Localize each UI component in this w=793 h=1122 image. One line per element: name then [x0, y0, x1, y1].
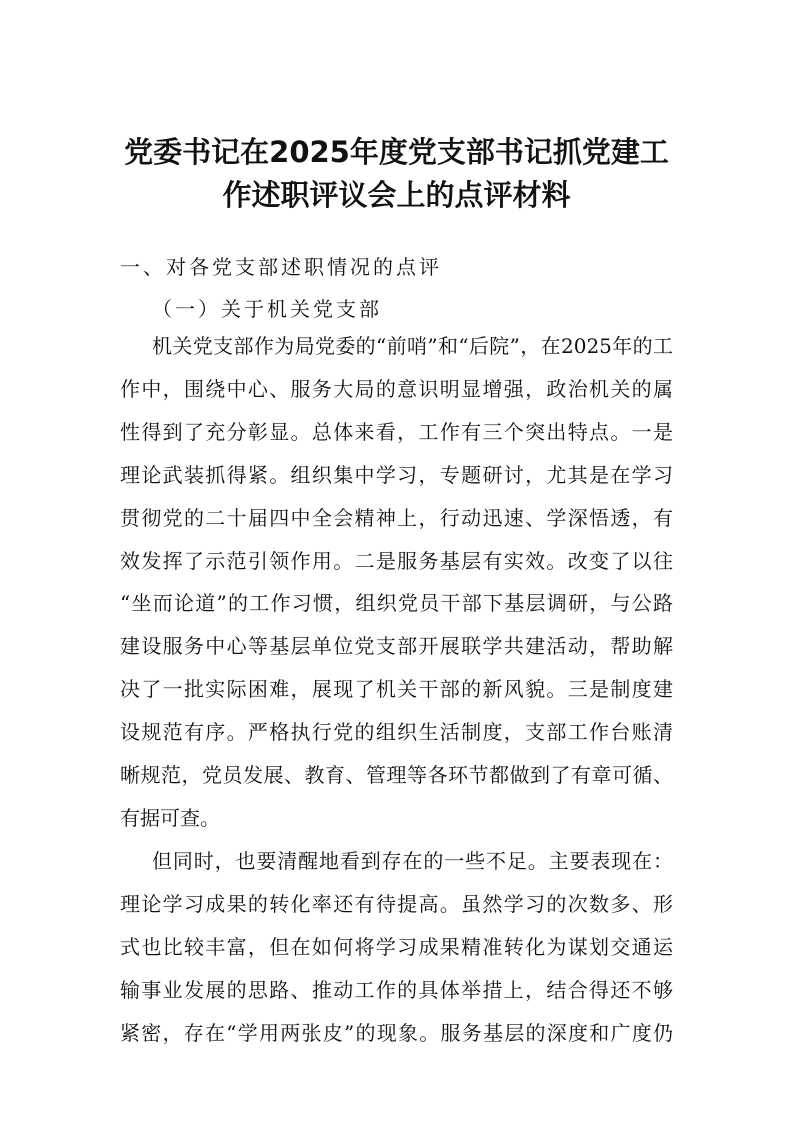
paragraph-line: 作中，围绕中心、服务大局的意识明显增强，政治机关的属	[120, 376, 673, 401]
paragraph-line: 贯彻党的二十届四中全会精神上，行动迅速、学深悟透，有	[120, 505, 673, 530]
paragraph-line: “坐而论道”的工作习惯，组织党员干部下基层调研，与公路	[120, 591, 673, 616]
paragraph-line: 晰规范，党员发展、教育、管理等各环节都做到了有章可循、	[120, 763, 673, 787]
document-title-line-1: 党委书记在2025年度党支部书记抓党建工	[124, 135, 669, 169]
paragraph-line: 理论武装抓得紧。组织集中学习，专题研讨，尤其是在学习	[120, 462, 673, 487]
paragraph-line: 效发挥了示范引领作用。二是服务基层有实效。改变了以往	[120, 548, 673, 573]
paragraph-line: 输事业发展的思路、推动工作的具体举措上，结合得还不够	[120, 977, 673, 1002]
paragraph-line: 决了一批实际困难，展现了机关干部的新风貌。三是制度建	[120, 677, 673, 702]
paragraph-line: 性得到了充分彰显。总体来看，工作有三个突出特点。一是	[120, 419, 673, 444]
paragraph-line: 式也比较丰富，但在如何将学习成果精准转化为谋划交通运	[120, 934, 673, 959]
paragraph-line: 有据可查。	[120, 805, 220, 830]
paragraph-line: 紧密，存在“学用两张皮”的现象。服务基层的深度和广度仍	[120, 1020, 673, 1045]
document-title-line-2: 作述职评议会上的点评材料	[222, 178, 571, 212]
subsection-heading: （一）关于机关党支部	[152, 297, 382, 321]
paragraph-line: 但同时，也要清醒地看到存在的一些不足。主要表现在：	[152, 849, 673, 873]
paragraph-line: 设规范有序。严格执行党的组织生活制度，支部工作台账清	[120, 720, 673, 745]
paragraph-line: 建设服务中心等基层单位党支部开展联学共建活动，帮助解	[120, 634, 673, 659]
paragraph-line: 理论学习成果的转化率还有待提高。虽然学习的次数多、形	[120, 891, 673, 916]
section-heading: 一、对各党支部述职情况的点评	[120, 255, 442, 279]
paragraph-line: 机关党支部作为局党委的“前哨”和“后院”，在2025年的工	[152, 334, 673, 358]
